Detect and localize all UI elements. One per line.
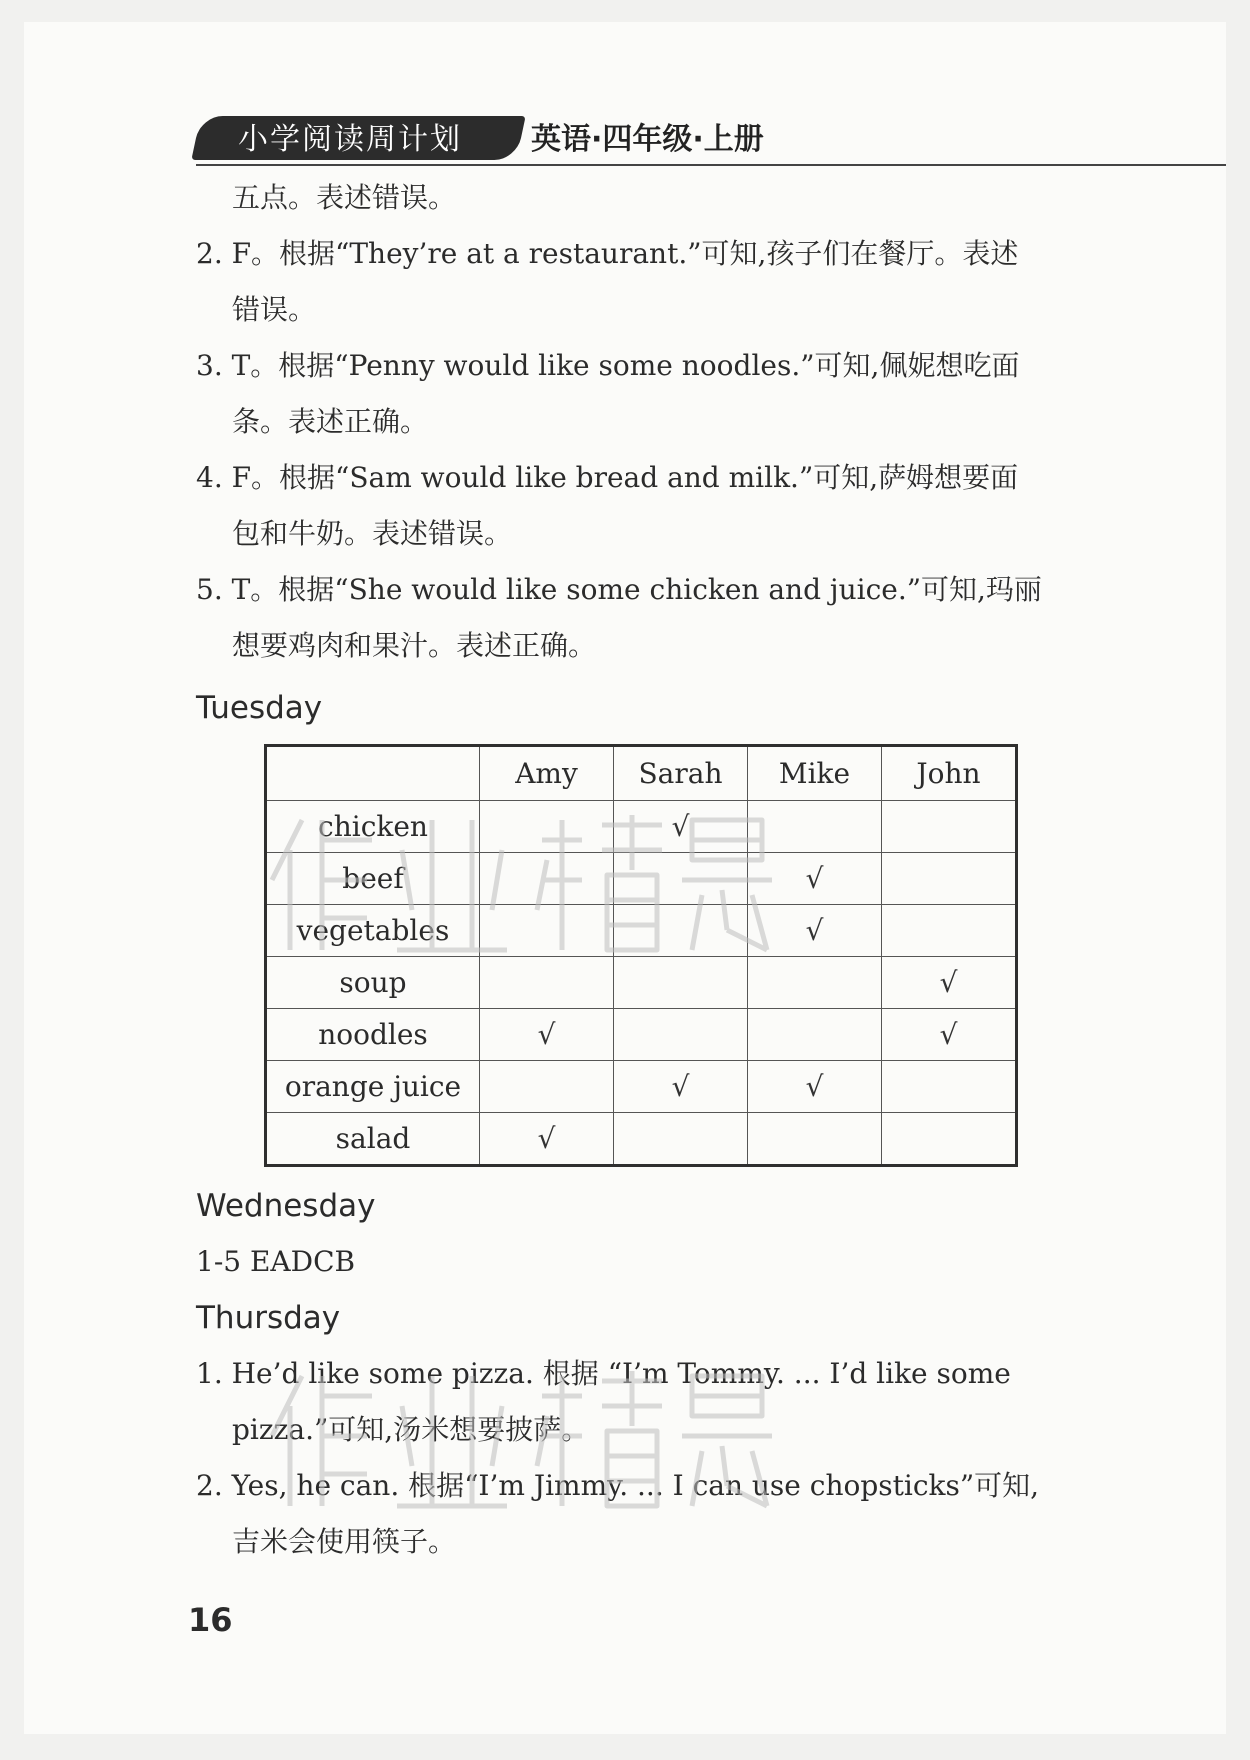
tick-cell [480, 905, 614, 957]
tick-cell [614, 957, 748, 1009]
tick-cell: √ [480, 1009, 614, 1061]
answer-line: 错误。 [232, 293, 317, 326]
tick-cell [748, 801, 882, 853]
tick-cell [882, 801, 1017, 853]
table-row [266, 853, 1017, 905]
answer-line: 4. F。根据“Sam would like bread and milk.”可知,萨姆想要面 [196, 461, 1019, 494]
answer-line: 1. He’d like some pizza. 根据 “I’m Tommy. ... I’d like some [196, 1357, 1011, 1390]
table-row [266, 1113, 1017, 1166]
answer-line: 包和牛奶。表述错误。 [232, 517, 513, 550]
answer-line: 2. Yes, he can. 根据“I’m Jimmy. ... I can use chopsticks”可知, [196, 1469, 1040, 1502]
tick-cell [882, 853, 1017, 905]
tick-cell [614, 905, 748, 957]
tick-cell [480, 801, 614, 853]
tick-cell [748, 957, 882, 1009]
tick-cell: √ [480, 1113, 614, 1166]
column-header: Amy [480, 746, 614, 801]
answer-line: 想要鸡肉和果汁。表述正确。 [232, 629, 597, 662]
tick-cell: √ [882, 957, 1017, 1009]
tick-cell [614, 853, 748, 905]
table-header-row [266, 746, 1017, 801]
tick-cell [882, 905, 1017, 957]
series-title: 小学阅读周计划 [238, 122, 462, 157]
answer-line: 吉米会使用筷子。 [232, 1525, 457, 1558]
wednesday-answer: 1-5 EADCB [196, 1245, 356, 1278]
section-title-tuesday: Tuesday [196, 690, 323, 726]
food-cell: soup [266, 957, 480, 1009]
section-title-wednesday: Wednesday [196, 1188, 376, 1224]
food-cell: beef [266, 853, 480, 905]
tick-cell [882, 1113, 1017, 1166]
tick-cell: √ [614, 801, 748, 853]
table-row [266, 957, 1017, 1009]
answer-line: 5. T。根据“She would like some chicken and juice.”可知,玛丽 [196, 573, 1042, 606]
food-cell: vegetables [266, 905, 480, 957]
table-corner-cell [266, 746, 480, 801]
subject-title: 英语·四年级·上册 [531, 122, 764, 157]
table-row [266, 1009, 1017, 1061]
tick-cell [480, 853, 614, 905]
table-row [266, 1061, 1017, 1113]
tick-cell [614, 1009, 748, 1061]
tick-cell [614, 1113, 748, 1166]
tick-cell: √ [614, 1061, 748, 1113]
tick-cell [882, 1061, 1017, 1113]
food-preference-table [264, 744, 1018, 1167]
tick-cell [480, 957, 614, 1009]
answer-line: 五点。表述错误。 [232, 181, 457, 214]
food-cell: noodles [266, 1009, 480, 1061]
tick-cell: √ [882, 1009, 1017, 1061]
table-row [266, 905, 1017, 957]
answer-line: 3. T。根据“Penny would like some noodles.”可知,佩妮想吃面 [196, 349, 1020, 382]
tick-cell: √ [748, 905, 882, 957]
food-cell: orange juice [266, 1061, 480, 1113]
tick-cell: √ [748, 1061, 882, 1113]
header-rule [196, 164, 1226, 166]
answer-line: 2. F。根据“They’re at a restaurant.”可知,孩子们在餐厅。表述 [196, 237, 1019, 270]
tick-cell: √ [748, 853, 882, 905]
column-header: Sarah [614, 746, 748, 801]
answer-line: 条。表述正确。 [232, 405, 429, 438]
table-row [266, 801, 1017, 853]
section-title-thursday: Thursday [196, 1300, 341, 1336]
food-cell: chicken [266, 801, 480, 853]
column-header: Mike [748, 746, 882, 801]
answer-line: pizza.”可知,汤米想要披萨。 [232, 1413, 590, 1446]
tick-cell [748, 1113, 882, 1166]
column-header: John [882, 746, 1017, 801]
tick-cell [748, 1009, 882, 1061]
page-number: 16 [188, 1601, 233, 1639]
tick-cell [480, 1061, 614, 1113]
food-cell: salad [266, 1113, 480, 1166]
